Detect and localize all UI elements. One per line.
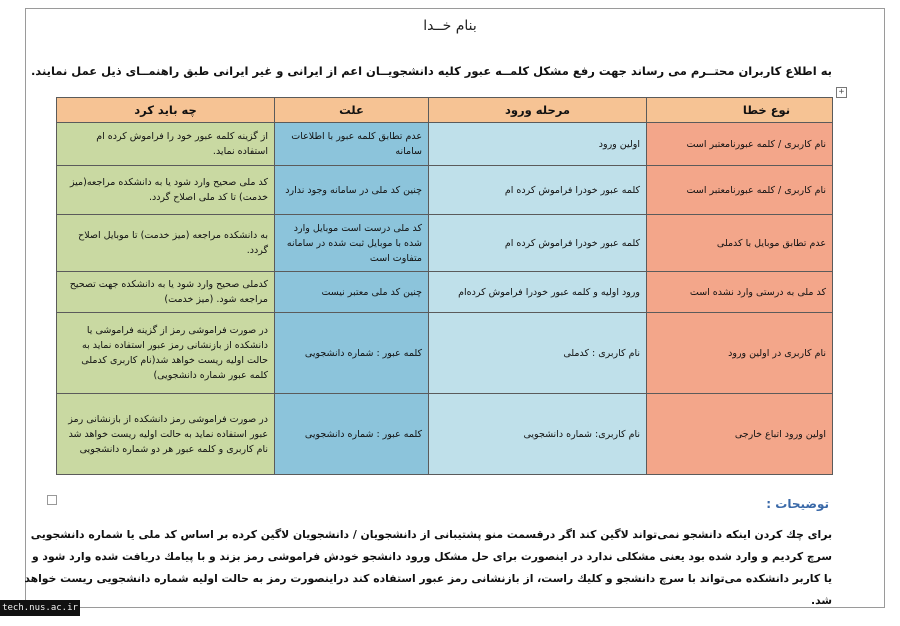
cell-cause: عدم تطابق کلمه عبور با اطلاعات سامانه: [275, 123, 429, 166]
cell-login-stage: نام کاربری: شماره دانشجویی: [429, 394, 647, 475]
table-row: [57, 166, 833, 215]
header-action: چه باید کرد: [57, 98, 275, 123]
cell-action: در صورت فراموشی رمز از گزینه فراموشی یا دانشکده از بازنشانی رمز عبور استفاده نماید به حالت اولیه ریست خواهد شد(نام کاربری کدملی کلمه عبور شماره دانشجویی): [57, 313, 275, 394]
table-row: [57, 123, 833, 166]
notes-line: یا كاربر دانشكده می‌تواند با سرچ دانشجو و كلیك راست، از بازنشانی رمز عبور استفاده كند دراینصورت رمز به حالت اولیه شماره دانشجویی ریست خواهد: [24, 572, 832, 585]
cell-login-stage: کلمه عبور خودرا فراموش کرده ام: [429, 215, 647, 272]
cell-cause: کد ملی درست است موبایل وارد شده با موبایل ثبت شده در سامانه متفاوت است: [275, 215, 429, 272]
header-cause: علت: [275, 98, 429, 123]
cell-action: در صورت فراموشی رمز دانشکده از بازنشانی رمز عبور استفاده نماید به حالت اولیه ریست خواهد شد نام کاربری و کلمه عبور هر دو شماره دانشجویی: [57, 394, 275, 475]
cell-error-type: کد ملی به درستی وارد نشده است: [647, 272, 833, 313]
password-error-table: [56, 97, 833, 475]
notes-line: برای چك كردن اینكه دانشجو نمی‌تواند لاگین كند اگر درقسمت منو پشتیبانی از دانشجویان / دانشجویان لاگین كرده بر اساس كد ملی یا شماره دانشجویی: [30, 528, 832, 541]
table-resize-handle[interactable]: [47, 495, 57, 505]
cell-action: به دانشکده مراجعه (میز خدمت) تا موبایل اصلاح گردد.: [57, 215, 275, 272]
intro-paragraph: به اطلاع کاربران محتــرم می رساند جهت رفع مشکل کلمــه عبور کلیه دانشجویــان اعم از ایرانی و غیر ایرانی طبق راهنمــای ذیل عمل نمایند.: [30, 64, 832, 78]
header-login-stage: مرحله ورود: [429, 98, 647, 123]
notes-line: شد.: [811, 594, 832, 607]
cell-cause: کلمه عبور : شماره دانشجویی: [275, 313, 429, 394]
cell-login-stage: اولین ورود: [429, 123, 647, 166]
cell-error-type: نام کاربری / کلمه عبورنامعتبر است: [647, 123, 833, 166]
table-row: [57, 272, 833, 313]
cell-error-type: اولین ورود اتباع خارجی: [647, 394, 833, 475]
site-logo: tech.nus.ac.ir: [0, 600, 80, 616]
cell-cause: چنین کد ملی در سامانه وجود ندارد: [275, 166, 429, 215]
notes-line: سرچ كردیم و وارد شده بود یعنی مشكلی ندارد در اینصورت برای حل مشكل ورود دانشجو خودش فراموشی رمز بزند و با پیامك دریافت شده وارد شود و: [31, 550, 832, 563]
cell-action: از گزینه کلمه عبور خود را فراموش کرده ام استفاده نماید.: [57, 123, 275, 166]
cell-action: کدملی صحیح وارد شود یا به دانشکده جهت تصحیح مراجعه شود. (میز خدمت): [57, 272, 275, 313]
table-move-handle-icon[interactable]: +: [836, 87, 847, 98]
cell-login-stage: نام کاربری : کدملی: [429, 313, 647, 394]
cell-error-type: نام کاربری در اولین ورود: [647, 313, 833, 394]
cell-login-stage: ورود اولیه و کلمه عبور خودرا فراموش کرده‌ام: [429, 272, 647, 313]
table-row: [57, 313, 833, 394]
cell-error-type: عدم تطابق موبایل با کدملی: [647, 215, 833, 272]
header-error-type: نوع خطا: [647, 98, 833, 123]
cell-login-stage: کلمه عبور خودرا فراموش کرده ام: [429, 166, 647, 215]
cell-cause: کلمه عبور : شماره دانشجویی: [275, 394, 429, 475]
table-row: [57, 394, 833, 475]
table-header-row: [57, 98, 833, 123]
cell-cause: چنین کد ملی معتبر نیست: [275, 272, 429, 313]
notes-label: توضیحات :: [766, 497, 829, 511]
cell-error-type: نام کاربری / کلمه عبورنامعتبر است: [647, 166, 833, 215]
cell-action: کد ملی صحیح وارد شود یا به دانشکده مراجعه(میز خدمت) تا کد ملی اصلاح گردد.: [57, 166, 275, 215]
table-row: [57, 215, 833, 272]
page-heading: بنام خــدا: [423, 18, 477, 34]
